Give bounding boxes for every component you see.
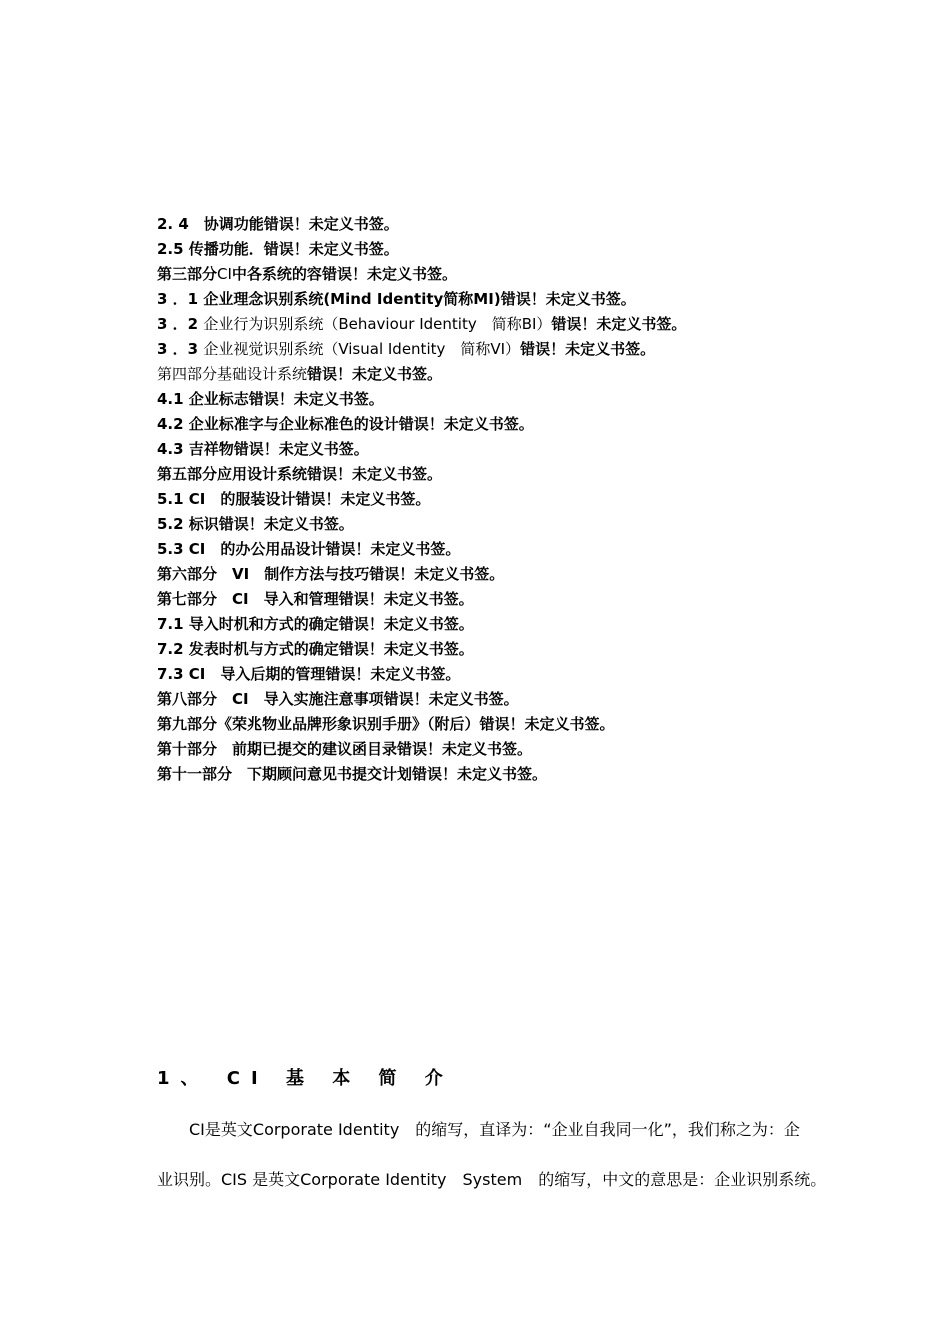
toc-entry-title: 企业行为识别系统（Behaviour Identity 简称BI） [203, 315, 552, 333]
toc-entry-title: 第四部分基础设计系统 [157, 365, 308, 383]
toc-entry-title: 第七部分 CI 导入和管理 [157, 590, 339, 608]
toc-entry[interactable] [157, 287, 877, 312]
toc-entry[interactable] [157, 437, 877, 462]
toc-entry-error: 错误！未定义书签。 [397, 740, 533, 758]
toc-entry-title: 5.2 标识 [157, 515, 219, 533]
toc-entry-error: 错误！未定义书签。 [383, 690, 519, 708]
toc-entry[interactable] [157, 212, 877, 237]
toc-entry-error: 错误！未定义书签。 [338, 615, 474, 633]
toc-entry[interactable] [157, 412, 877, 437]
toc-entry[interactable] [157, 737, 877, 762]
toc-entry[interactable] [157, 462, 877, 487]
table-of-contents [157, 212, 877, 787]
toc-entry-error: 错误！未定义书签。 [412, 765, 548, 783]
toc-entry-title: 企业视觉识别系统（Visual Identity 简称VI） [203, 340, 521, 358]
paragraph-line: 业识别。CIS 是英文Corporate Identity System 的缩写，中文的意思是：企业识别系统。 [157, 1170, 827, 1189]
toc-entry-error: 错误！未定义书签。 [369, 565, 505, 583]
toc-entry-title: 7.3 CI 导入后期的管理 [157, 665, 326, 683]
toc-entry-error: 错误！未定义书签。 [338, 640, 474, 658]
toc-entry-number: 3 ．2 [157, 315, 204, 333]
toc-entry-title-part: 第三部分 [157, 265, 218, 283]
toc-entry-title: 5.1 CI 的服装设计 [157, 490, 296, 508]
toc-entry-error: 错误！未定义书签。 [500, 290, 636, 308]
toc-entry-title: 第十一部分 下期顾问意见书提交计划 [157, 765, 413, 783]
toc-entry-error: 错误！未定义书签。 [307, 465, 443, 483]
toc-entry[interactable] [157, 687, 877, 712]
toc-entry-title: 第六部分 VI 制作方法与技巧 [157, 565, 370, 583]
toc-entry-error: 错误！未定义书签。 [398, 415, 534, 433]
toc-entry-title: 2.5 传播功能． [157, 240, 264, 258]
toc-entry-error: 错误！未定义书签。 [520, 340, 656, 358]
toc-entry-error: 错误！未定义书签。 [321, 265, 457, 283]
toc-entry-title-part: 中各系统的容 [231, 265, 322, 283]
toc-entry[interactable] [157, 612, 877, 637]
toc-entry[interactable] [157, 662, 877, 687]
toc-entry[interactable] [157, 712, 877, 737]
toc-entry-title: 7.1 导入时机和方式的确定 [157, 615, 339, 633]
toc-entry[interactable] [157, 637, 877, 662]
toc-entry[interactable] [157, 312, 877, 337]
toc-entry-error: 错误！未定义书签。 [325, 540, 461, 558]
toc-entry[interactable] [157, 362, 877, 387]
toc-entry-title: 3 ．1 企业理念识别系统(Mind Identity简称MI) [157, 290, 501, 308]
toc-entry-number: 3 ．3 [157, 340, 204, 358]
toc-entry-error: 错误！未定义书签。 [218, 515, 354, 533]
toc-entry-title: 4.3 吉祥物 [157, 440, 234, 458]
toc-entry[interactable] [157, 762, 877, 787]
toc-entry-error: 错误！未定义书签。 [295, 490, 431, 508]
toc-entry-title: 第八部分 CI 导入实施注意事项 [157, 690, 384, 708]
toc-entry-title: 2. 4 协调功能 [157, 215, 264, 233]
toc-entry[interactable] [157, 512, 877, 537]
body-paragraph [157, 1105, 857, 1205]
toc-entry[interactable] [157, 537, 877, 562]
toc-entry-title: 4.1 企业标志 [157, 390, 249, 408]
toc-entry[interactable] [157, 262, 877, 287]
toc-entry-title: 5.3 CI 的办公用品设计 [157, 540, 326, 558]
toc-entry-title-part: CI [217, 265, 232, 283]
toc-entry-error: 错误！未定义书签。 [263, 215, 399, 233]
toc-entry-error: 错误！未定义书签。 [263, 240, 399, 258]
toc-entry-title: 7.2 发表时机与方式的确定 [157, 640, 339, 658]
toc-entry-error: 错误！未定义书签。 [551, 315, 687, 333]
toc-entry-title: 第五部分应用设计系统 [157, 465, 308, 483]
toc-entry[interactable] [157, 562, 877, 587]
toc-entry-title: 第九部分《荣兆物业品牌形象识别手册》（附后） [157, 715, 480, 733]
toc-entry-error: 错误！未定义书签。 [479, 715, 615, 733]
toc-entry-error: 错误！未定义书签。 [248, 390, 384, 408]
toc-entry[interactable] [157, 387, 877, 412]
paragraph-line: CI是英文Corporate Identity 的缩写，直译为：“企业自我同一化”，我们称之为：企 [189, 1120, 800, 1139]
toc-entry-error: 错误！未定义书签。 [338, 590, 474, 608]
toc-entry-title: 4.2 企业标准字与企业标准色的设计 [157, 415, 399, 433]
toc-entry[interactable] [157, 587, 877, 612]
toc-entry-error: 错误！未定义书签。 [233, 440, 369, 458]
section-heading: 1、 CI 基 本 简 介 [157, 1068, 454, 1089]
toc-entry-error: 错误！未定义书签。 [325, 665, 461, 683]
toc-entry[interactable] [157, 237, 877, 262]
toc-entry-title: 第十部分 前期已提交的建议函目录 [157, 740, 398, 758]
toc-entry[interactable] [157, 487, 877, 512]
toc-entry-error: 错误！未定义书签。 [307, 365, 443, 383]
toc-entry[interactable] [157, 337, 877, 362]
